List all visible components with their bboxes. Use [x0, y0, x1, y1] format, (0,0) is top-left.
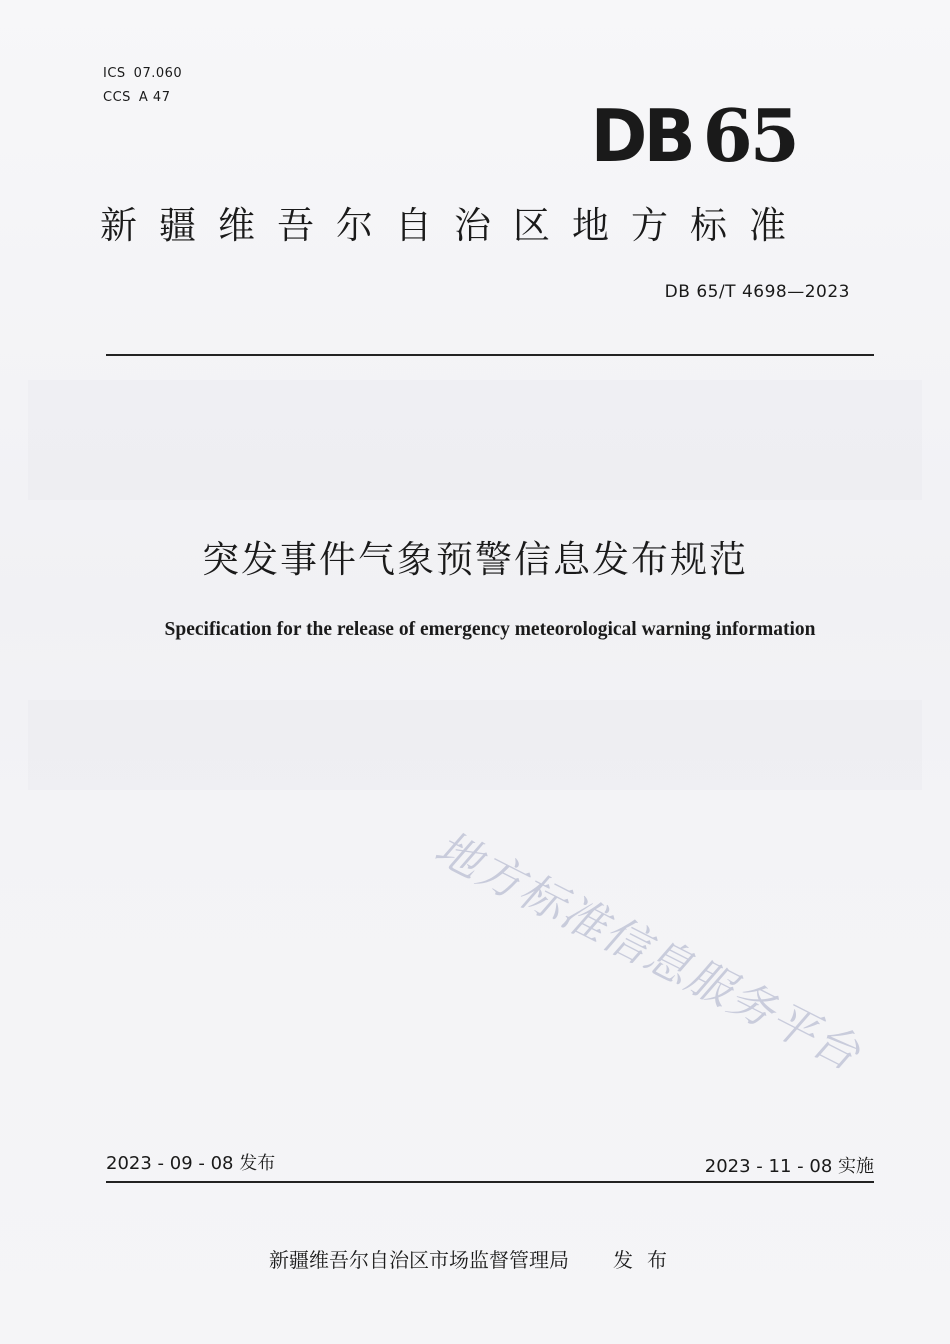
- logo-number: 65: [702, 93, 797, 178]
- ics-label: ICS: [103, 66, 126, 81]
- ccs-label: CCS: [103, 90, 131, 105]
- bottom-divider: [106, 1181, 874, 1183]
- ics-code: 07.060: [133, 66, 183, 81]
- standard-number: DB 65/T 4698—2023: [664, 282, 850, 302]
- publisher-name: 新疆维吾尔自治区市场监督管理局: [269, 1248, 569, 1272]
- standard-category: 新疆维吾尔自治区地方标准: [100, 204, 808, 247]
- db65-logo: [588, 93, 808, 178]
- title-chinese: 突发事件气象预警信息发布规范: [202, 538, 748, 581]
- ccs-code-line: [103, 86, 182, 110]
- scan-texture: [28, 700, 922, 790]
- publisher-line: [0, 1244, 950, 1276]
- ics-code-line: [103, 62, 182, 86]
- publisher-action: 发布: [613, 1248, 681, 1272]
- implementation-date: 2023 - 11 - 08 实施: [704, 1156, 874, 1177]
- ccs-code: A 47: [138, 90, 171, 105]
- watermark: 地方标准信息服务平台: [426, 820, 870, 1082]
- title-english: Specification for the release of emergency meteorological warning information: [164, 619, 816, 640]
- issue-date: 2023 - 09 - 08 发布: [106, 1153, 276, 1174]
- logo-letters: DB: [590, 94, 692, 178]
- top-divider: [106, 354, 874, 356]
- scan-texture: [28, 380, 922, 500]
- classification-codes: [103, 62, 182, 110]
